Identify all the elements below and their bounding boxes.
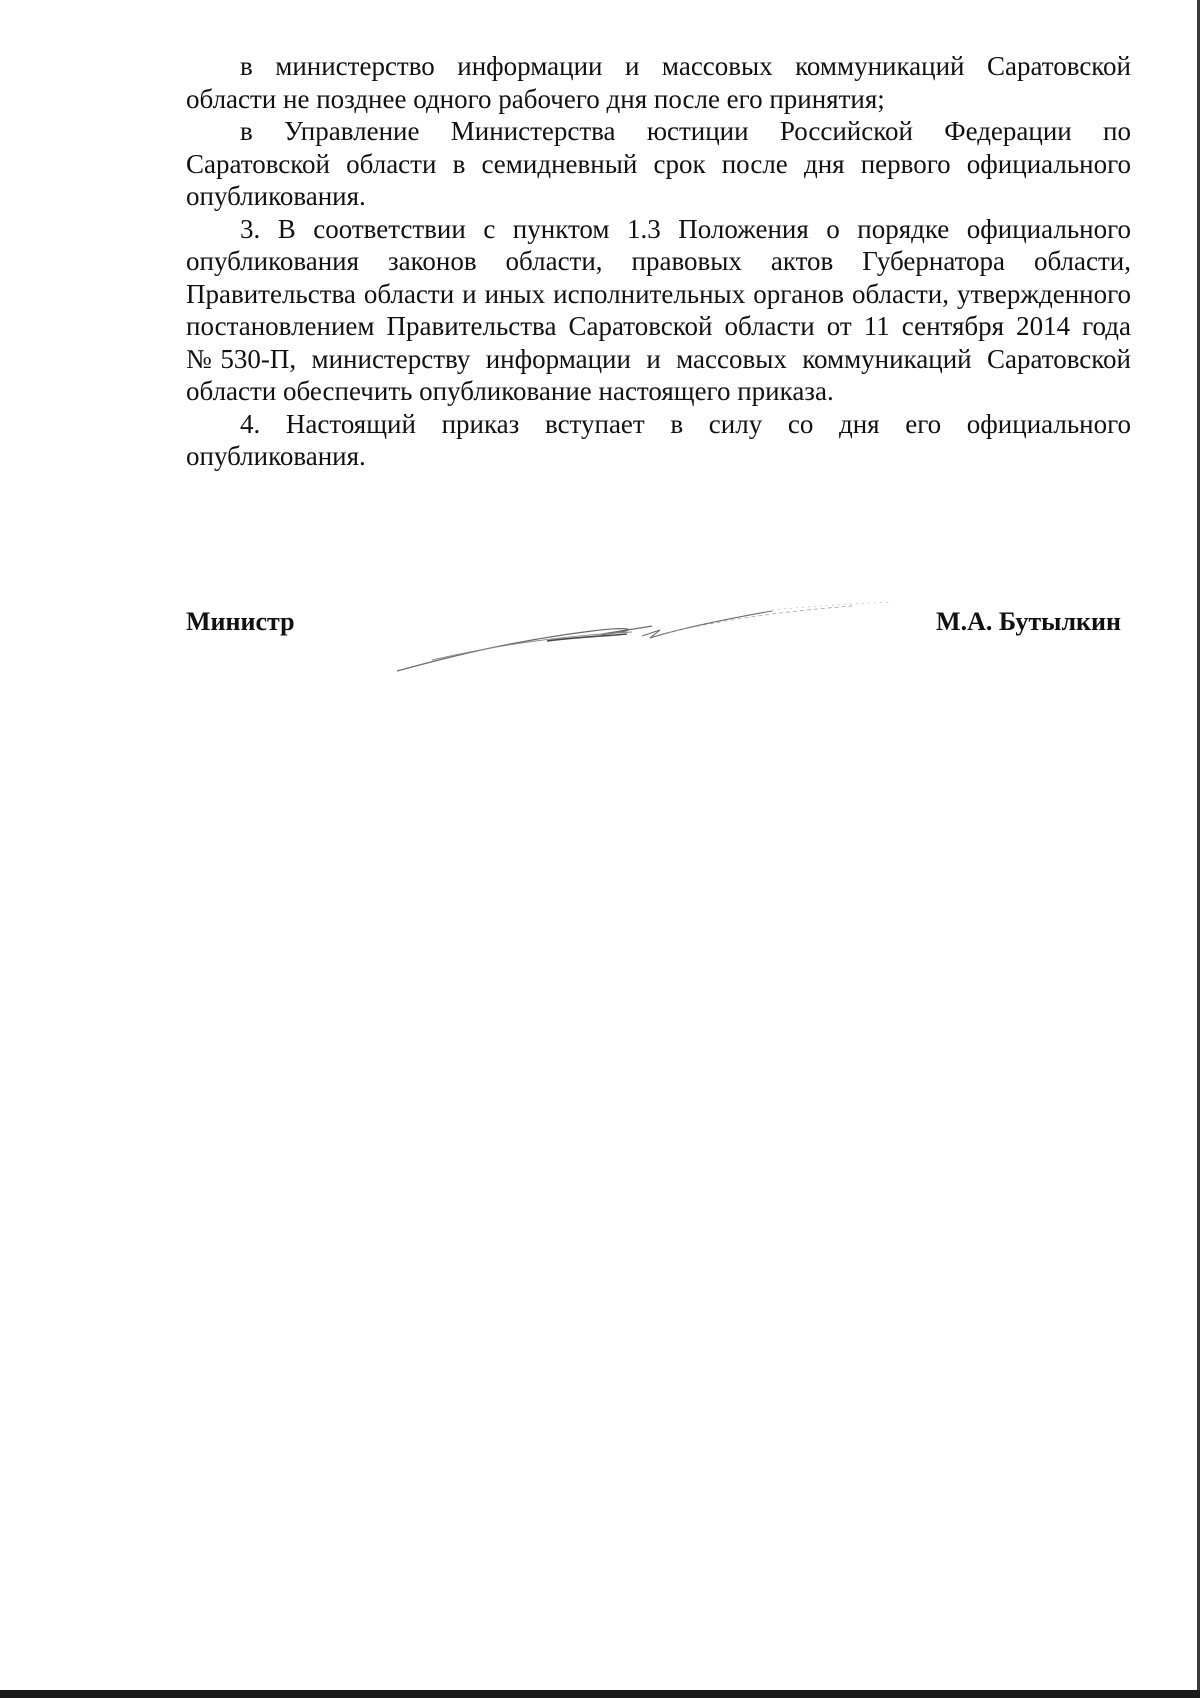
paragraph-ministry-info: в министерство информации и массовых коммуникаций Саратовской области не позднее одного рабочего дня после его принятия; xyxy=(186,51,1131,114)
scan-bottom-edge xyxy=(0,1690,1200,1698)
document-body xyxy=(186,50,1131,473)
paragraph-justice-department: в Управление Министерства юстиции Российской Федерации по Саратовской области в семидневный срок после дня первого официального опубликования. xyxy=(186,116,1131,211)
signatory-name: М.А. Бутылкин xyxy=(936,607,1121,636)
handwritten-signature xyxy=(392,596,902,676)
signatory-title: Министр xyxy=(186,607,295,636)
paragraph-item-4: 4. Настоящий приказ вступает в силу со дня его официального опубликования. xyxy=(186,408,1131,471)
paragraph-item-3: 3. В соответствии с пунктом 1.3 Положения о порядке официального опубликования законов области, правовых актов Губернатора области, Правительства области и иных исполнительных органов области, утвержденного постановлением Правительства Саратовской области от 11 сентября 2014 года №530-П, министерству информации и массовых коммуникаций Саратовской области обеспечить опубликование настоящего приказа. xyxy=(186,213,1131,406)
